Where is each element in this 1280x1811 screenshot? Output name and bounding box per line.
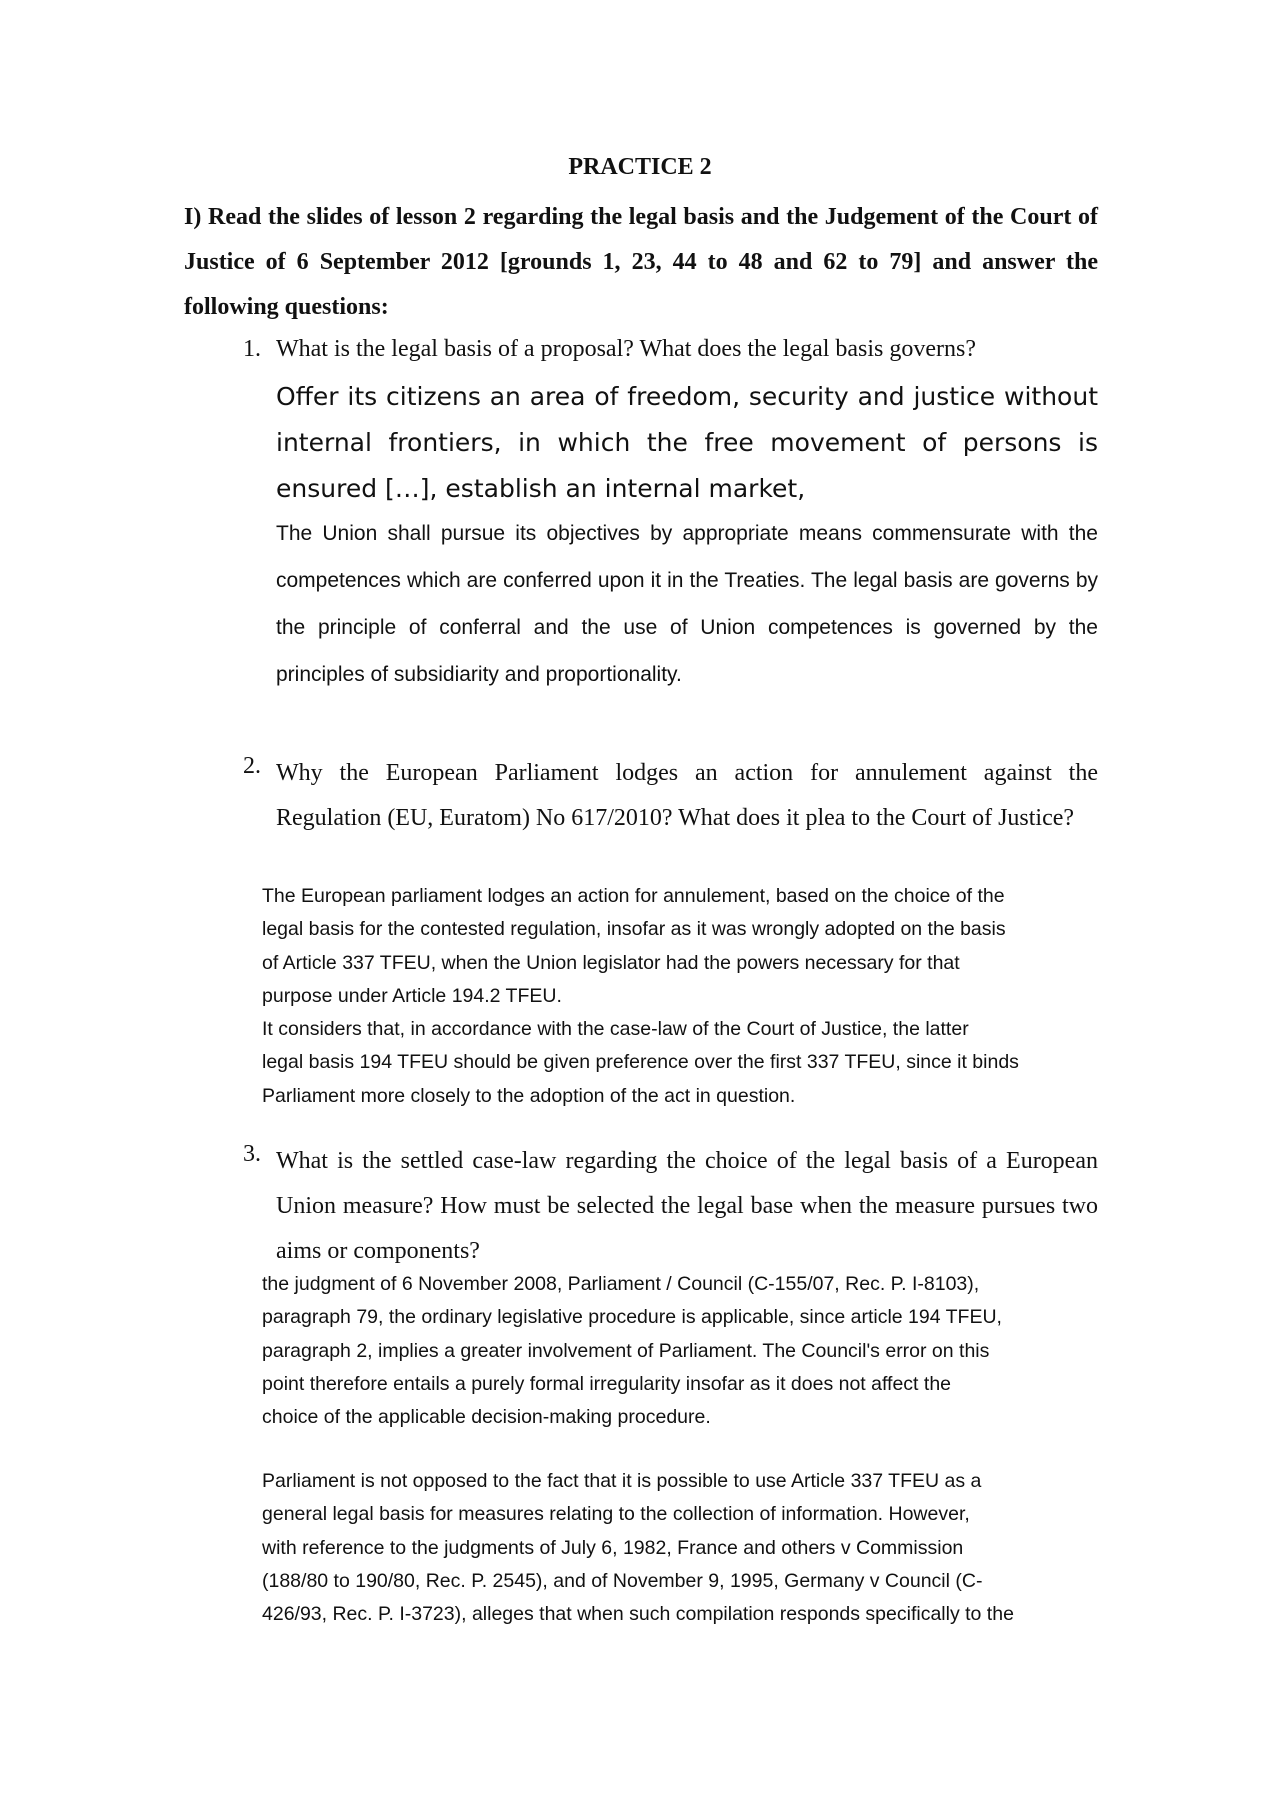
question-2-number: 2. (243, 753, 261, 779)
answer-line: of Article 337 TFEU, when the Union legislator had the powers necessary for that (262, 951, 960, 974)
answer-line: choice of the applicable decision-making procedure. (262, 1406, 711, 1429)
question-3-answer-continued (262, 1465, 1102, 1631)
answer-line: Parliament is not opposed to the fact that it is possible to use Article 337 TFEU as a (262, 1470, 982, 1492)
answer-line: the judgment of 6 November 2008, Parliament / Council (C-155/07, Rec. P. I-8103), (262, 1273, 980, 1295)
question-3-answer (262, 1268, 1102, 1434)
page-title: PRACTICE 2 (568, 154, 712, 180)
question-1-text: What is the legal basis of a proposal? What does the legal basis governs? (276, 336, 977, 362)
answer-line: paragraph 2, implies a greater involvement of Parliament. The Council's error on this (262, 1339, 990, 1362)
question-3-text: What is the settled case-law regarding the choice of the legal basis of a European Union measure? How must be selected the legal base when the measure pursues two aims or components? (276, 1148, 1098, 1264)
question-3-number: 3. (243, 1141, 261, 1167)
question-2-text: Why the European Parliament lodges an action for annulement against the Regulation (EU, Euratom) No 617/2010? What does it plea to the Court of Justice? (276, 760, 1098, 831)
answer-line: purpose under Article 194.2 TFEU. (262, 984, 562, 1007)
question-2-answer (262, 880, 1102, 1113)
question-1-number: 1. (243, 336, 261, 362)
answer-line: legal basis 194 TFEU should be given preference over the first 337 TFEU, since it binds (262, 1051, 1019, 1074)
instructions: I) Read the slides of lesson 2 regarding the legal basis and the Judgement of the Court of Justice of 6 September 2012 [grounds 1, 23, 44 to 48 and 62 to 79] and answer the following questions: (184, 204, 1098, 320)
answer-line: Parliament more closely to the adoption of the act in question. (262, 1084, 796, 1107)
answer-line: paragraph 79, the ordinary legislative procedure is applicable, since article 194 TFEU, (262, 1306, 1002, 1329)
question-1-answer-part2: The Union shall pursue its objectives by appropriate means commensurate with the competences which are conferred upon it in the Treaties. The legal basis are governs by the principle of conferral and the use of Union competences is governed by the principles of subsidiarity and proportionality. (276, 522, 1098, 686)
answer-line: with reference to the judgments of July 6, 1982, France and others v Commission (262, 1536, 964, 1559)
answer-line: (188/80 to 190/80, Rec. P. 2545), and of November 9, 1995, Germany v Council (C- (262, 1569, 983, 1592)
question-1-answer-part1: Offer its citizens an area of freedom, security and justice without internal frontiers, in which the free movement of persons is ensured […], establish an internal market, (276, 382, 1098, 503)
answer-line: point therefore entails a purely formal irregularity insofar as it does not affect the (262, 1372, 952, 1395)
answer-line: 426/93, Rec. P. I-3723), alleges that when such compilation responds specifically to the (262, 1603, 1014, 1626)
answer-line: legal basis for the contested regulation, insofar as it was wrongly adopted on the basis (262, 918, 1006, 941)
answer-line: It considers that, in accordance with the case-law of the Court of Justice, the latter (262, 1018, 969, 1041)
answer-line: general legal basis for measures relating to the collection of information. However, (262, 1503, 970, 1526)
answer-line: The European parliament lodges an action for annulement, based on the choice of the (262, 885, 1005, 907)
